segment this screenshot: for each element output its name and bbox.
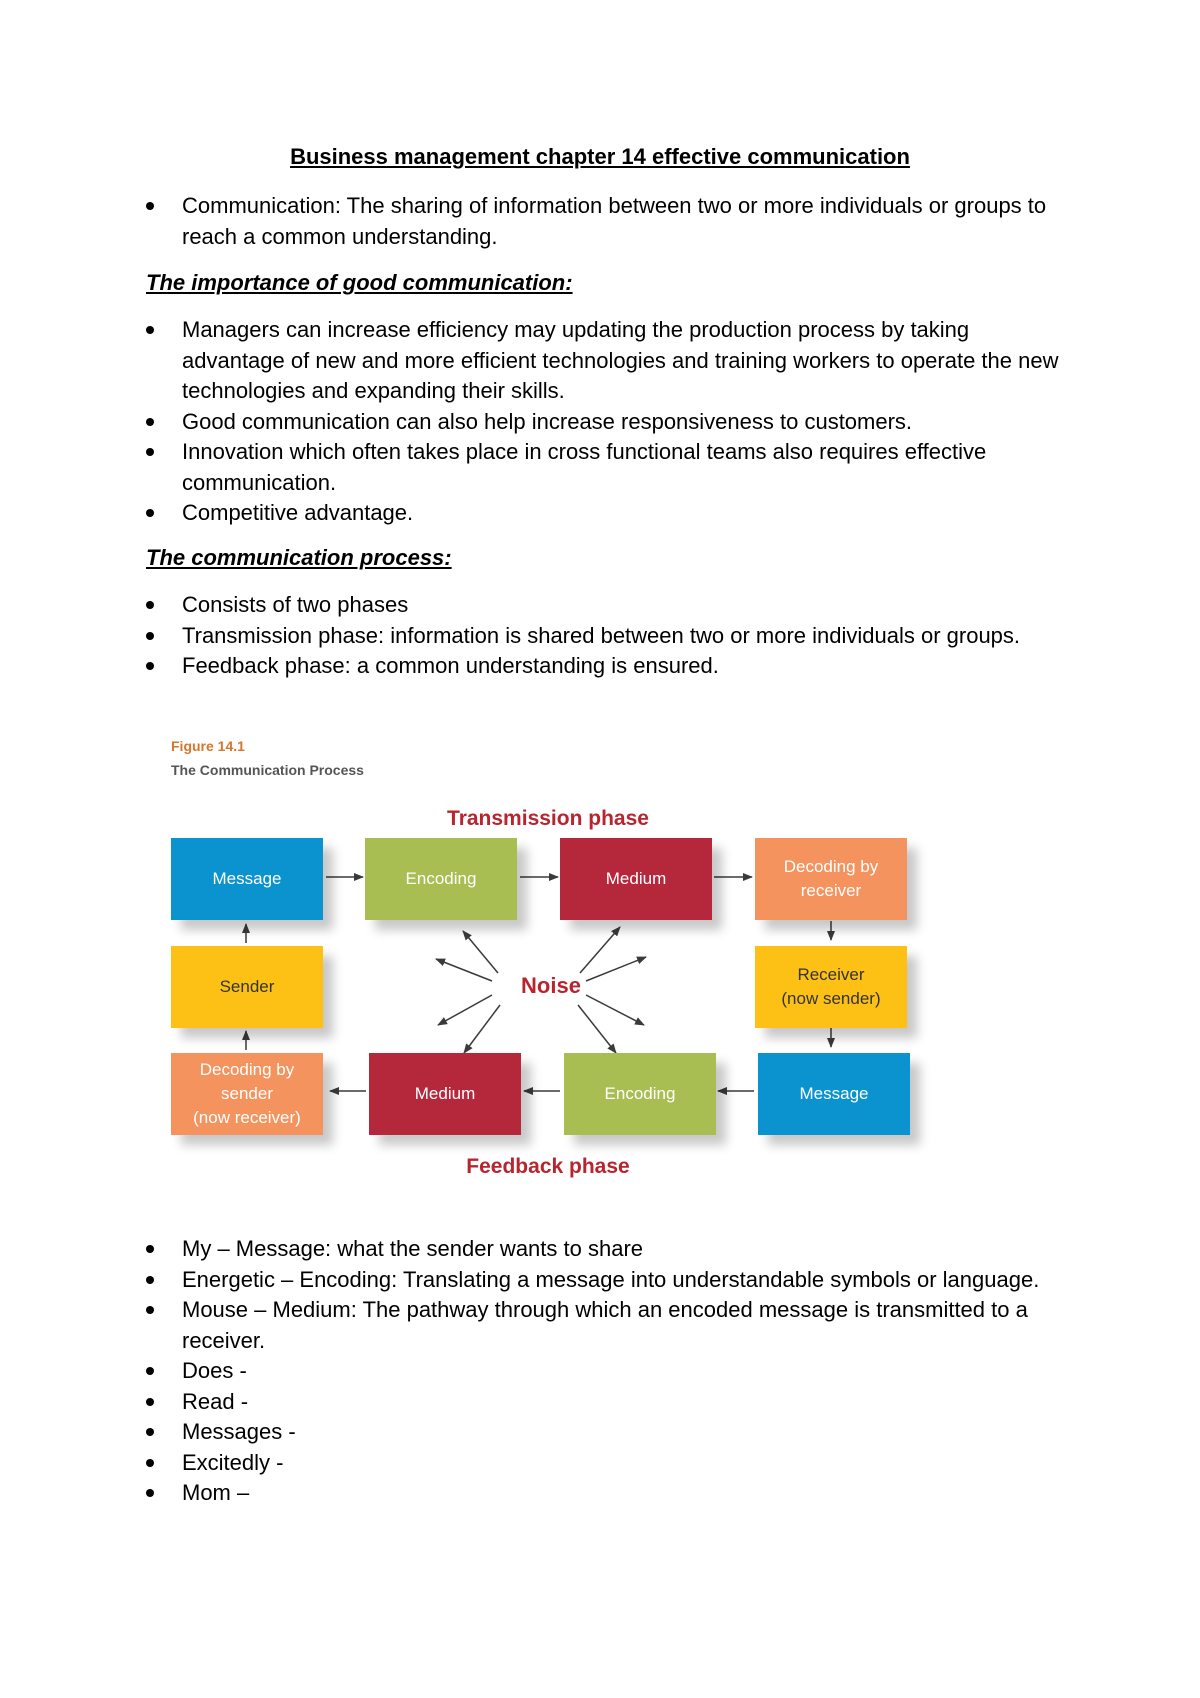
encoding-box xyxy=(365,838,517,920)
medium-box xyxy=(560,838,712,920)
list-item: Managers can increase efficiency may updating the production process by taking advantage of new and more efficient technologies and training workers to operate the new technologies and expanding their skills. xyxy=(146,315,1076,407)
receiver-box xyxy=(755,946,907,1028)
figure-caption: The Communication Process xyxy=(171,762,364,778)
process-heading: The communication process: xyxy=(146,545,452,570)
list-item: Communication: The sharing of information between two or more individuals or groups to reach a common understanding. xyxy=(146,191,1076,252)
box-label: Medium xyxy=(605,869,667,888)
importance-heading: The importance of good communication: xyxy=(146,270,573,295)
list-item: Transmission phase: information is shared between two or more individuals or groups. xyxy=(146,621,1076,652)
message-box-bottom xyxy=(758,1053,910,1135)
importance-list xyxy=(146,315,1076,529)
noise-arrow xyxy=(436,959,492,981)
list-item: My – Message: what the sender wants to share xyxy=(146,1234,1076,1265)
box-label: Message xyxy=(212,869,282,888)
list-item: Does - xyxy=(146,1356,1076,1387)
sender-box xyxy=(171,946,323,1028)
process-list xyxy=(146,590,1076,682)
intro-list xyxy=(146,191,1076,252)
feedback-phase-title: Feedback phase xyxy=(466,1155,630,1178)
encoding-box-bottom xyxy=(564,1053,716,1135)
noise-arrow xyxy=(586,995,644,1025)
list-item: Energetic – Encoding: Translating a message into understandable symbols or language. xyxy=(146,1265,1076,1296)
list-item: Excitedly - xyxy=(146,1448,1076,1479)
list-item: Good communication can also help increase responsiveness to customers. xyxy=(146,407,1076,438)
noise-arrow xyxy=(463,931,498,973)
box-label: Message xyxy=(799,1084,869,1103)
communication-process-figure xyxy=(168,735,948,1195)
box-label: Encoding xyxy=(405,869,477,888)
mnemonic-list xyxy=(146,1234,1076,1509)
list-item: Read - xyxy=(146,1387,1076,1418)
box-label: Receiver (now sender) xyxy=(781,965,881,1008)
box-label: Sender xyxy=(219,977,275,996)
list-item: Feedback phase: a common understanding is ensured. xyxy=(146,651,1076,682)
noise-label: Noise xyxy=(521,973,581,998)
box-label: Encoding xyxy=(604,1084,676,1103)
decoding-by-sender-box xyxy=(171,1053,323,1135)
noise-arrow xyxy=(580,927,620,973)
noise-arrow xyxy=(464,1005,500,1053)
box-label: Decoding by receiver xyxy=(783,857,879,900)
transmission-phase-title: Transmission phase xyxy=(447,807,649,830)
box-label: Medium xyxy=(414,1084,476,1103)
list-item: Mom – xyxy=(146,1478,1076,1509)
medium-box-bottom xyxy=(369,1053,521,1135)
noise-arrow xyxy=(578,1005,616,1053)
figure-label: Figure 14.1 xyxy=(171,738,245,754)
list-item: Mouse – Medium: The pathway through which an encoded message is transmitted to a receiver. xyxy=(146,1295,1076,1356)
message-box xyxy=(171,838,323,920)
list-item: Competitive advantage. xyxy=(146,498,1076,529)
box-label: Decoding by sender (now receiver) xyxy=(193,1060,301,1127)
decoding-by-receiver-box xyxy=(755,838,907,920)
list-item: Innovation which often takes place in cross functional teams also requires effective communication. xyxy=(146,437,1076,498)
document-title: Business management chapter 14 effective communication xyxy=(290,144,910,169)
noise-arrow xyxy=(438,995,492,1025)
list-item: Messages - xyxy=(146,1417,1076,1448)
list-item: Consists of two phases xyxy=(146,590,1076,621)
